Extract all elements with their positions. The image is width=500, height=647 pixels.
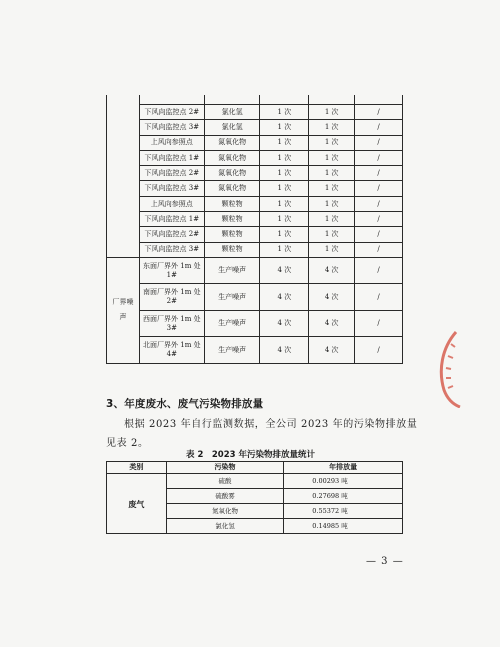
pollutant-cell: 氮氧化物 — [204, 135, 260, 150]
emission-table — [106, 461, 403, 534]
pollutant-cell: 氮氧化物 — [204, 181, 260, 196]
table-row — [107, 135, 403, 150]
remark-cell: / — [355, 181, 403, 196]
table-caption: 表 2 2023 年污染物排放量统计 — [186, 450, 315, 460]
count-cell: 1 次 — [309, 135, 355, 150]
point-cell: 上风向参照点 — [139, 135, 204, 150]
point-cell: 南面厂界外 1m 处 2# — [139, 284, 204, 311]
table-row — [107, 196, 403, 211]
point-cell: 西面厂界外 1m 处 3# — [139, 310, 204, 337]
count-cell: 1 次 — [309, 120, 355, 135]
remark-cell: / — [355, 166, 403, 181]
remark-cell: / — [355, 242, 403, 257]
category-cell-blank — [107, 95, 140, 257]
table-row — [107, 166, 403, 181]
count-cell: 1 次 — [260, 135, 309, 150]
count-cell: 4 次 — [309, 257, 355, 284]
table-row — [107, 95, 403, 105]
count-cell: 1 次 — [260, 196, 309, 211]
pollutant-cell: 生产噪声 — [204, 284, 260, 311]
table-row — [107, 337, 403, 364]
point-cell: 东面厂界外 1m 处 1# — [139, 257, 204, 284]
count-cell: 1 次 — [260, 166, 309, 181]
point-cell: 上风向参照点 — [139, 196, 204, 211]
table-row — [107, 257, 403, 284]
header-cell: 年排放量 — [284, 462, 403, 474]
remark-cell: / — [355, 212, 403, 227]
point-cell: 下风向监控点 2# — [139, 227, 204, 242]
count-cell: 1 次 — [309, 181, 355, 196]
count-cell: 1 次 — [309, 196, 355, 211]
table-row — [107, 310, 403, 337]
remark-cell: / — [355, 120, 403, 135]
amount-cell: 0.55372 吨 — [284, 504, 403, 519]
pollutant-cell: 生产噪声 — [204, 257, 260, 284]
table-row — [107, 474, 403, 489]
pollutant-cell: 氯化氢 — [204, 120, 260, 135]
remark-cell: / — [355, 284, 403, 311]
count-cell: 4 次 — [260, 310, 309, 337]
point-cell: 下风向监控点 2# — [139, 166, 204, 181]
count-cell: 1 次 — [260, 105, 309, 120]
pollutant-cell: 氮氧化物 — [204, 150, 260, 165]
pollutant-cell: 氮氧化物 — [166, 504, 284, 519]
count-cell: 1 次 — [309, 150, 355, 165]
table-row — [107, 242, 403, 257]
paragraph-line: 见表 2。 — [106, 438, 149, 449]
point-cell: 下风向监控点 3# — [139, 181, 204, 196]
point-cell: 下风向监控点 2# — [139, 105, 204, 120]
count-cell: 1 次 — [260, 150, 309, 165]
remark-cell: / — [355, 105, 403, 120]
pollutant-cell: 生产噪声 — [204, 310, 260, 337]
amount-cell: 0.14985 吨 — [284, 519, 403, 534]
count-cell: 1 次 — [309, 212, 355, 227]
point-cell: 下风向监控点 1# — [139, 150, 204, 165]
pollutant-cell: 颗粒物 — [204, 196, 260, 211]
remark-cell: / — [355, 150, 403, 165]
amount-cell: 0.00293 吨 — [284, 474, 403, 489]
pollutant-cell: 硫酸 — [166, 474, 284, 489]
remark-cell: / — [355, 337, 403, 364]
table-row — [107, 212, 403, 227]
count-cell: 1 次 — [309, 227, 355, 242]
category-cell: 废气 — [107, 474, 167, 534]
count-cell: 1 次 — [260, 120, 309, 135]
remark-cell: / — [355, 227, 403, 242]
count-cell: 1 次 — [309, 166, 355, 181]
amount-cell: 0.27698 吨 — [284, 489, 403, 504]
table-row — [107, 181, 403, 196]
count-cell: 4 次 — [309, 310, 355, 337]
pollutant-cell: 颗粒物 — [204, 227, 260, 242]
count-cell: 4 次 — [260, 337, 309, 364]
count-cell: 1 次 — [309, 242, 355, 257]
red-seal-stamp-icon — [434, 330, 464, 408]
count-cell: 4 次 — [309, 337, 355, 364]
count-cell: 1 次 — [260, 181, 309, 196]
point-cell: 下风向监控点 1# — [139, 212, 204, 227]
table-row — [107, 227, 403, 242]
header-cell: 类别 — [107, 462, 167, 474]
table-row — [107, 284, 403, 311]
header-cell: 污染物 — [166, 462, 284, 474]
pollutant-cell: 硫酸雾 — [166, 489, 284, 504]
table-row — [107, 150, 403, 165]
remark-cell: / — [355, 310, 403, 337]
count-cell: 4 次 — [309, 284, 355, 311]
table-header-row — [107, 462, 403, 474]
table-row — [107, 105, 403, 120]
remark-cell: / — [355, 196, 403, 211]
count-cell: 1 次 — [260, 242, 309, 257]
noise-category-cell: 厂界噪声 — [107, 257, 140, 363]
count-cell: 1 次 — [260, 212, 309, 227]
pollutant-cell: 氯化氢 — [166, 519, 284, 534]
paragraph-line: 根据 2023 年自行监测数据，全公司 2023 年的污染物排放量 — [124, 419, 418, 430]
table-row — [107, 120, 403, 135]
count-cell: 1 次 — [309, 105, 355, 120]
page-number: — 3 — — [366, 556, 404, 567]
count-cell: 1 次 — [260, 227, 309, 242]
monitoring-frequency-table — [106, 95, 403, 364]
pollutant-cell: 氮氧化物 — [204, 166, 260, 181]
pollutant-cell: 颗粒物 — [204, 212, 260, 227]
section-heading: 3、年度废水、废气污染物排放量 — [106, 398, 264, 410]
remark-cell: / — [355, 257, 403, 284]
count-cell: 4 次 — [260, 284, 309, 311]
point-cell: 下风向监控点 3# — [139, 242, 204, 257]
pollutant-cell: 生产噪声 — [204, 337, 260, 364]
point-cell: 下风向监控点 3# — [139, 120, 204, 135]
count-cell: 4 次 — [260, 257, 309, 284]
point-cell: 北面厂界外 1m 处 4# — [139, 337, 204, 364]
pollutant-cell: 颗粒物 — [204, 242, 260, 257]
remark-cell: / — [355, 135, 403, 150]
pollutant-cell: 氯化氢 — [204, 105, 260, 120]
